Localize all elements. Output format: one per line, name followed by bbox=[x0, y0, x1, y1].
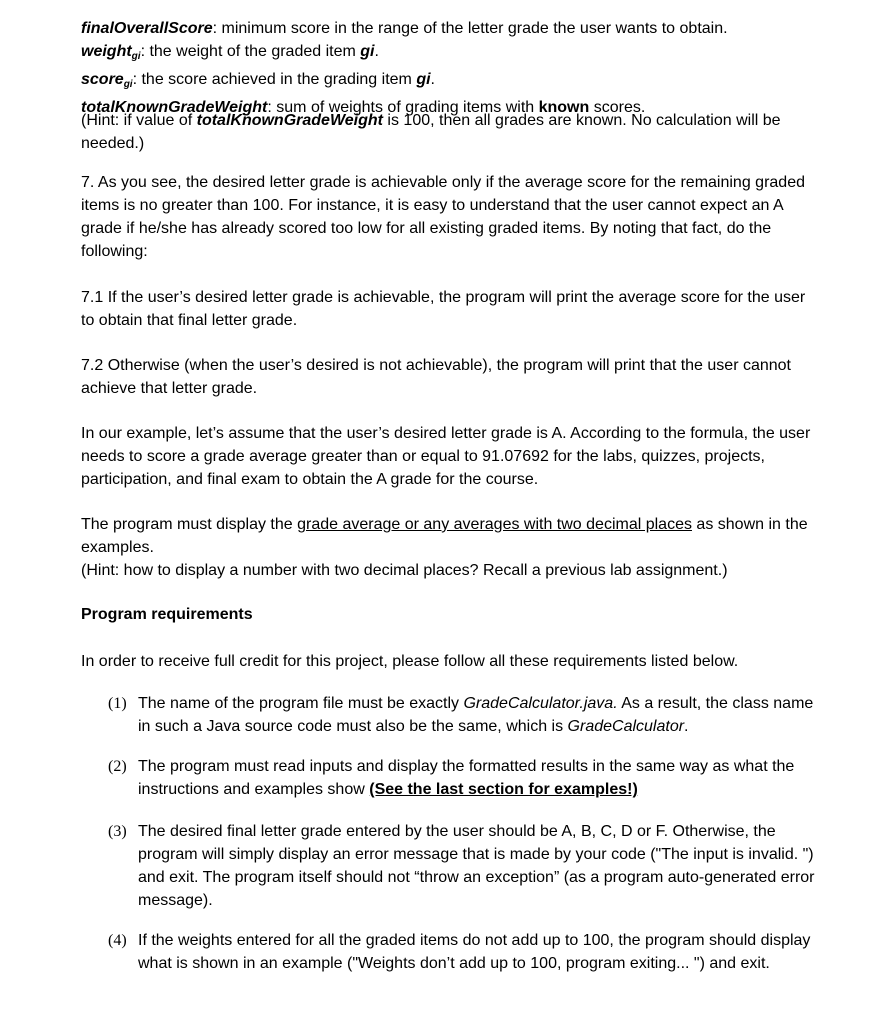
requirement-number: (3) bbox=[108, 823, 127, 840]
definition-score: score$_{gi}$: the score achieved in the grading item gi. bbox=[81, 71, 435, 90]
requirements-intro: In order to receive full credit for this project, please follow all these requirements listed below. bbox=[81, 653, 739, 670]
hint-total-weight: (Hint: if value of totalKnownGradeWeight is 100, then all grades are known. No calculation will be needed.) bbox=[81, 112, 781, 152]
requirement-item bbox=[108, 929, 818, 975]
requirement-text: If the weights entered for all the graded items do not add up to 100, the program should display what is shown in an example ("Weights don’t add up to 100, program exiting... ") and exit. bbox=[138, 932, 811, 972]
section-heading: Program requirements bbox=[81, 606, 253, 623]
paragraph-7-2: 7.2 Otherwise (when the user’s desired is not achievable), the program will print that the user cannot achieve that letter grade. bbox=[81, 357, 791, 397]
requirement-item bbox=[108, 755, 818, 801]
requirement-number: (4) bbox=[108, 932, 127, 949]
definition-final-overall-score: finalOverallScore: minimum score in the range of the letter grade the user wants to obtain. bbox=[81, 20, 728, 37]
requirement-text: The program must read inputs and display the formatted results in the same way as what the instructions and examples show (See the last section for examples!) bbox=[138, 758, 795, 798]
examples-link[interactable]: (See the last section for examples!) bbox=[369, 781, 638, 798]
requirement-number: (2) bbox=[108, 758, 127, 775]
paragraph-7-1: 7.1 If the user’s desired letter grade is achievable, the program will print the average score for the user to obtain that final letter grade. bbox=[81, 289, 806, 329]
requirement-text: The desired final letter grade entered by the user should be A, B, C, D or F. Otherwise, the program will simply display an error message that is made by your code ("The input is invalid. ") and exit. The program itself should not “throw an exception” (as a program auto-generated error message). bbox=[138, 823, 815, 909]
requirement-item bbox=[108, 692, 818, 738]
definition-total-known-grade-weight: totalKnownGradeWeight: sum of weights of grading items with known scores. bbox=[81, 99, 646, 116]
requirement-text: The name of the program file must be exactly GradeCalculator.java. As a result, the class name in such a Java source code must also be the same, which is GradeCalculator. bbox=[138, 695, 814, 735]
requirement-item bbox=[108, 820, 818, 912]
definition-weight: weight$_{gi}$: the weight of the graded item gi. bbox=[81, 43, 379, 62]
hint-decimal-places: (Hint: how to display a number with two decimal places? Recall a previous lab assignment.) bbox=[81, 562, 728, 579]
paragraph-7: 7. As you see, the desired letter grade is achievable only if the average score for the remaining graded items is no greater than 100. For instance, it is easy to understand that the user cannot expect an A grade if he/she has already scored too low for all existing graded items. By noting that fact, do the following: bbox=[81, 174, 805, 260]
requirement-number: (1) bbox=[108, 695, 127, 712]
example-paragraph: In our example, let’s assume that the user’s desired letter grade is A. According to the formula, the user needs to score a grade average greater than or equal to 91.07692 for the labs, quizzes, projects, participation, and final exam to obtain the A grade for the course. bbox=[81, 425, 811, 488]
variable-definitions bbox=[81, 17, 816, 119]
display-paragraph: The program must display the grade average or any averages with two decimal places as shown in the examples. bbox=[81, 516, 808, 556]
